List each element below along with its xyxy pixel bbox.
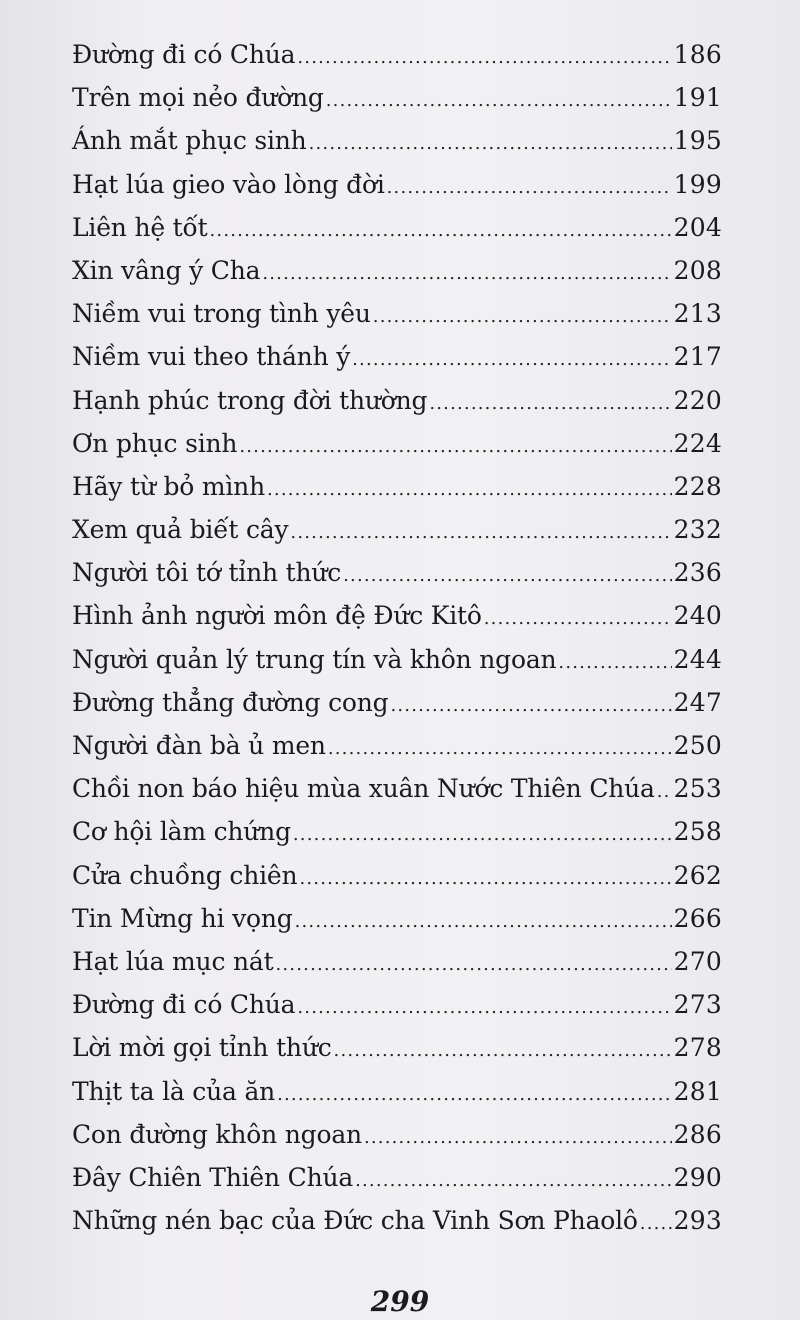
toc-leader-dots bbox=[334, 1029, 672, 1072]
toc-entry-title: Hạt lúa mục nát bbox=[72, 946, 274, 976]
toc-entry bbox=[72, 33, 722, 76]
toc-entry-title: Con đường khôn ngoan bbox=[72, 1119, 362, 1149]
toc-entry bbox=[72, 854, 722, 897]
toc-leader-dots bbox=[326, 79, 672, 122]
toc-entry-title: Đường đi có Chúa bbox=[72, 40, 296, 69]
toc-entry-title: Xem quả biết cây bbox=[72, 515, 289, 545]
toc-entry-page: 262 bbox=[673, 860, 722, 890]
toc-entry-title: Ơn phục sinh bbox=[72, 428, 238, 458]
toc-entry-page: 224 bbox=[673, 428, 722, 458]
toc-leader-dots bbox=[558, 641, 671, 684]
toc-entry bbox=[72, 1199, 722, 1242]
toc-entry-page: 236 bbox=[673, 558, 722, 588]
toc-leader-dots bbox=[328, 727, 672, 770]
toc-leader-dots bbox=[299, 857, 671, 900]
toc-entry-title: Đường thẳng đường cong bbox=[72, 687, 389, 717]
toc-entry-title: Người quản lý trung tín và khôn ngoan bbox=[72, 644, 557, 674]
toc-entry-page: 281 bbox=[673, 1076, 722, 1106]
toc-entry-title: Tin Mừng hi vọng bbox=[72, 903, 293, 933]
toc-entry-page: 195 bbox=[673, 126, 722, 156]
toc-leader-dots bbox=[290, 511, 671, 554]
toc-entry-page: 258 bbox=[673, 817, 722, 847]
toc-leader-dots bbox=[295, 900, 672, 943]
toc-leader-dots bbox=[429, 382, 671, 425]
toc-entry bbox=[72, 379, 722, 422]
toc-entry-page: 266 bbox=[673, 903, 722, 933]
toc-entry-title: Liên hệ tốt bbox=[72, 212, 208, 242]
toc-entry bbox=[72, 206, 722, 249]
toc-entry-title: Người tôi tớ tỉnh thức bbox=[72, 558, 342, 588]
toc-entry-title: Đường đi có Chúa bbox=[72, 990, 296, 1020]
page-number: 299 bbox=[370, 1285, 430, 1318]
toc-entry bbox=[72, 681, 722, 724]
toc-entry-page: 186 bbox=[673, 40, 722, 69]
toc-entry bbox=[72, 422, 722, 465]
toc-entry-page: 286 bbox=[673, 1119, 722, 1149]
toc-leader-dots bbox=[277, 1073, 672, 1116]
toc-leader-dots bbox=[352, 338, 672, 381]
toc-leader-dots bbox=[262, 252, 671, 295]
toc-entry-title: Trên mọi nẻo đường bbox=[72, 83, 324, 113]
toc-entry-title: Đây Chiên Thiên Chúa bbox=[72, 1162, 354, 1192]
toc-entry-page: 232 bbox=[673, 515, 722, 545]
toc-entry bbox=[72, 638, 722, 681]
toc-leader-dots bbox=[343, 554, 672, 597]
toc-leader-dots bbox=[484, 597, 672, 640]
toc-entry-title: Chồi non báo hiệu mùa xuân Nước Thiên Chúa bbox=[72, 774, 655, 804]
toc-leader-dots bbox=[297, 986, 671, 1029]
toc-entry-page: 244 bbox=[673, 644, 722, 674]
toc-entry bbox=[72, 767, 722, 810]
toc-entry-page: 204 bbox=[673, 212, 722, 242]
toc-leader-dots bbox=[355, 1159, 672, 1202]
toc-entry bbox=[72, 1070, 722, 1113]
toc-entry-title: Hạnh phúc trong đời thường bbox=[72, 385, 428, 415]
toc-entry-title: Xin vâng ý Cha bbox=[72, 255, 261, 285]
toc-entry bbox=[72, 940, 722, 983]
toc-entry bbox=[72, 983, 722, 1026]
toc-entry-title: Ánh mắt phục sinh bbox=[72, 126, 307, 156]
toc-entry-page: 220 bbox=[673, 385, 722, 415]
toc-entry bbox=[72, 594, 722, 637]
toc-entry bbox=[72, 465, 722, 508]
toc-entry-title: Thịt ta là của ăn bbox=[72, 1076, 276, 1106]
toc-entry bbox=[72, 508, 722, 551]
toc-entry-title: Niềm vui theo thánh ý bbox=[72, 342, 351, 372]
toc-entry-page: 273 bbox=[673, 990, 722, 1020]
toc-entry-title: Hình ảnh người môn đệ Đức Kitô bbox=[72, 601, 482, 631]
toc-leader-dots bbox=[309, 122, 672, 165]
toc-entry-page: 213 bbox=[673, 299, 722, 329]
toc-entry-page: 250 bbox=[673, 731, 722, 760]
toc-entry-title: Niềm vui trong tình yêu bbox=[72, 299, 371, 329]
toc-entry-page: 293 bbox=[673, 1206, 722, 1236]
toc-entry-page: 199 bbox=[673, 169, 722, 199]
toc-entry-title: Hãy từ bỏ mình bbox=[72, 471, 265, 501]
toc-entry-page: 228 bbox=[673, 471, 722, 501]
toc-entry-page: 240 bbox=[673, 601, 722, 631]
toc-leader-dots bbox=[640, 1202, 672, 1245]
toc-leader-dots bbox=[390, 684, 671, 727]
toc-entry bbox=[72, 292, 722, 335]
toc-leader-dots bbox=[297, 36, 671, 79]
toc-entry bbox=[72, 724, 722, 767]
toc-entry-title: Hạt lúa gieo vào lòng đời bbox=[72, 169, 385, 199]
toc-entry-page: 278 bbox=[673, 1033, 722, 1063]
toc-entry bbox=[72, 335, 722, 378]
toc-leader-dots bbox=[293, 813, 672, 856]
toc-entry bbox=[72, 551, 722, 594]
toc-entry-title: Những nén bạc của Đức cha Vinh Sơn Phaolô bbox=[72, 1206, 638, 1236]
toc-leader-dots bbox=[387, 166, 672, 209]
toc-leader-dots bbox=[657, 770, 672, 813]
table-of-contents bbox=[72, 33, 722, 1242]
toc-entry-title: Cửa chuồng chiên bbox=[72, 860, 298, 890]
toc-entry bbox=[72, 810, 722, 853]
toc-entry bbox=[72, 249, 722, 292]
toc-leader-dots bbox=[364, 1116, 672, 1159]
toc-entry bbox=[72, 1026, 722, 1069]
toc-entry-title: Cơ hội làm chứng bbox=[72, 817, 291, 847]
toc-entry-title: Lời mời gọi tỉnh thức bbox=[72, 1033, 332, 1063]
toc-leader-dots bbox=[267, 468, 672, 511]
toc-entry bbox=[72, 897, 722, 940]
toc-entry-page: 253 bbox=[673, 774, 722, 804]
toc-leader-dots bbox=[239, 425, 671, 468]
toc-entry bbox=[72, 119, 722, 162]
toc-leader-dots bbox=[373, 295, 672, 338]
toc-entry-page: 217 bbox=[673, 342, 722, 372]
toc-entry-page: 247 bbox=[673, 687, 722, 717]
toc-leader-dots bbox=[275, 943, 671, 986]
toc-entry-page: 270 bbox=[673, 946, 722, 976]
toc-entry bbox=[72, 1113, 722, 1156]
toc-entry-title: Người đàn bà ủ men bbox=[72, 731, 326, 760]
toc-entry bbox=[72, 76, 722, 119]
toc-entry-page: 208 bbox=[673, 255, 722, 285]
toc-entry-page: 290 bbox=[673, 1162, 722, 1192]
toc-leader-dots bbox=[209, 209, 671, 252]
toc-entry bbox=[72, 1156, 722, 1199]
toc-entry bbox=[72, 163, 722, 206]
toc-entry-page: 191 bbox=[673, 83, 722, 113]
